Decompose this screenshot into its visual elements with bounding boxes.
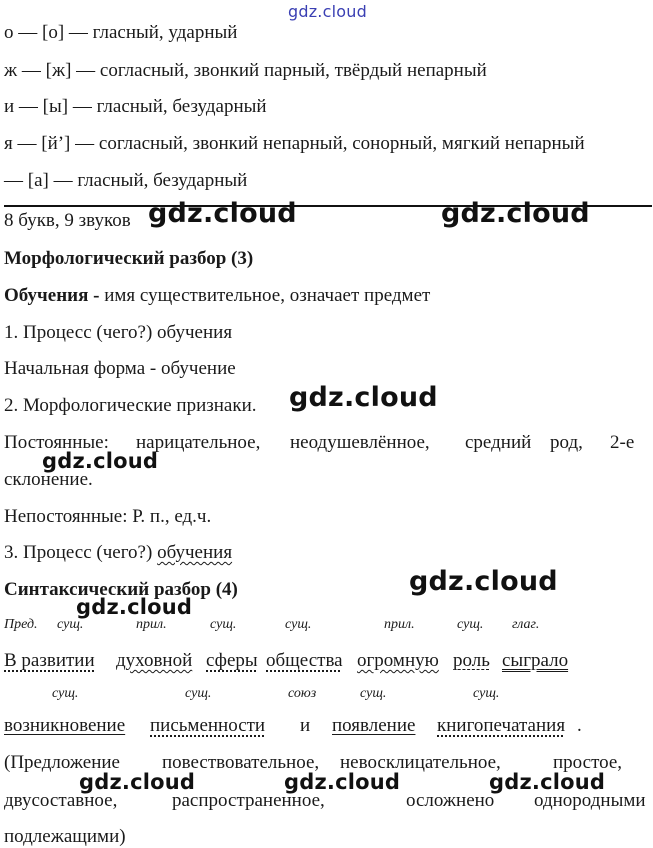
pos-tag: союз xyxy=(288,686,317,701)
sentence-period: . xyxy=(577,715,582,736)
morph-word-desc: имя существительное, означает предмет xyxy=(99,285,431,306)
sentence-word: духовной xyxy=(116,650,193,671)
summary-word: двусоставное, xyxy=(4,790,118,811)
pos-tag: глаг. xyxy=(512,617,540,632)
sentence-word: роль xyxy=(453,650,490,671)
phonetic-line-i: и — [ы] — гласный, безударный xyxy=(4,96,267,117)
sentence-word: письменности xyxy=(150,715,266,736)
watermark: gdz.cloud xyxy=(489,770,606,794)
pos-tag: сущ. xyxy=(457,617,484,632)
morph-const-word: 2-е xyxy=(610,432,635,453)
watermark-top: gdz.cloud xyxy=(288,2,367,21)
summary-word: распространенное, xyxy=(172,790,325,811)
summary-line-3: подлежащими) xyxy=(4,826,126,847)
pos-tag: Пред. xyxy=(4,617,38,632)
pos-tag: сущ. xyxy=(57,617,84,632)
morph-point-3-word: обучения xyxy=(157,542,233,563)
sentence-word: В развитии xyxy=(4,650,95,671)
morph-const-word: нарицательное, xyxy=(136,432,261,453)
summary-word: простое, xyxy=(553,752,623,773)
phonetic-line-o: о — [о] — гласный, ударный xyxy=(4,22,238,43)
pos-tag: сущ. xyxy=(473,686,500,701)
pos-tag: сущ. xyxy=(285,617,312,632)
pos-tag: сущ. xyxy=(210,617,237,632)
sentence-word: сферы xyxy=(206,650,258,671)
morph-word: Обучения - xyxy=(4,285,100,306)
sentence-word: появление xyxy=(332,715,416,736)
pos-tag: сущ. xyxy=(360,686,387,701)
sentence-word: огромную xyxy=(357,650,439,671)
morph-word-line xyxy=(4,285,430,307)
sentence-word: и xyxy=(300,715,311,736)
sentence-word: возникновение xyxy=(4,715,126,736)
summary-word: (Предложение xyxy=(4,752,120,773)
phonetic-line-a: — [а] — гласный, безударный xyxy=(4,170,248,191)
morph-point-2: 2. Морфологические признаки. xyxy=(4,395,257,416)
watermark: gdz.cloud xyxy=(42,449,159,473)
watermark: gdz.cloud xyxy=(409,566,558,597)
morph-const-label: Постоянные: xyxy=(4,432,109,453)
morph-const-word: неодушевлённое, xyxy=(290,432,430,453)
morph-heading: Морфологический разбор (3) xyxy=(4,248,254,269)
sentence-word: сыграло xyxy=(502,650,569,671)
sentence-word: общества xyxy=(266,650,343,671)
morph-point-1: 1. Процесс (чего?) обучения xyxy=(4,322,233,343)
pos-tag: сущ. xyxy=(52,686,79,701)
watermark: gdz.cloud xyxy=(441,198,590,229)
watermark: gdz.cloud xyxy=(148,198,297,229)
watermark: gdz.cloud xyxy=(76,595,193,619)
letters-sounds-count: 8 букв, 9 звуков xyxy=(4,210,131,231)
watermark: gdz.cloud xyxy=(289,382,438,413)
pos-tag: сущ. xyxy=(185,686,212,701)
morph-point-3-prefix: 3. Процесс (чего?) xyxy=(4,542,158,563)
pos-tag: прил. xyxy=(384,617,415,632)
sentence-word: книгопечатания xyxy=(437,715,566,736)
morph-const-word: средний xyxy=(465,432,532,453)
watermark: gdz.cloud xyxy=(79,770,196,794)
summary-word: повествовательное, xyxy=(162,752,320,773)
morph-nonconst: Непостоянные: Р. п., ед.ч. xyxy=(4,506,212,527)
morph-const-cont: склонение. xyxy=(4,469,93,490)
watermark: gdz.cloud xyxy=(284,770,401,794)
phonetic-line-ya: я — [й’] — согласный, звонкий непарный, сонорный, мягкий непарный xyxy=(4,133,585,154)
pos-tag: прил. xyxy=(136,617,167,632)
summary-word: невосклицательное, xyxy=(340,752,501,773)
morph-point-3 xyxy=(4,542,232,564)
phonetic-line-zh: ж — [ж] — согласный, звонкий парный, твёрдый непарный xyxy=(4,60,487,81)
syntax-heading: Синтаксический разбор (4) xyxy=(4,579,238,600)
morph-const-word: род, xyxy=(550,432,583,453)
summary-word: однородными xyxy=(534,790,646,811)
summary-word: осложнено xyxy=(406,790,495,811)
morph-initial-form: Начальная форма - обучение xyxy=(4,358,236,379)
